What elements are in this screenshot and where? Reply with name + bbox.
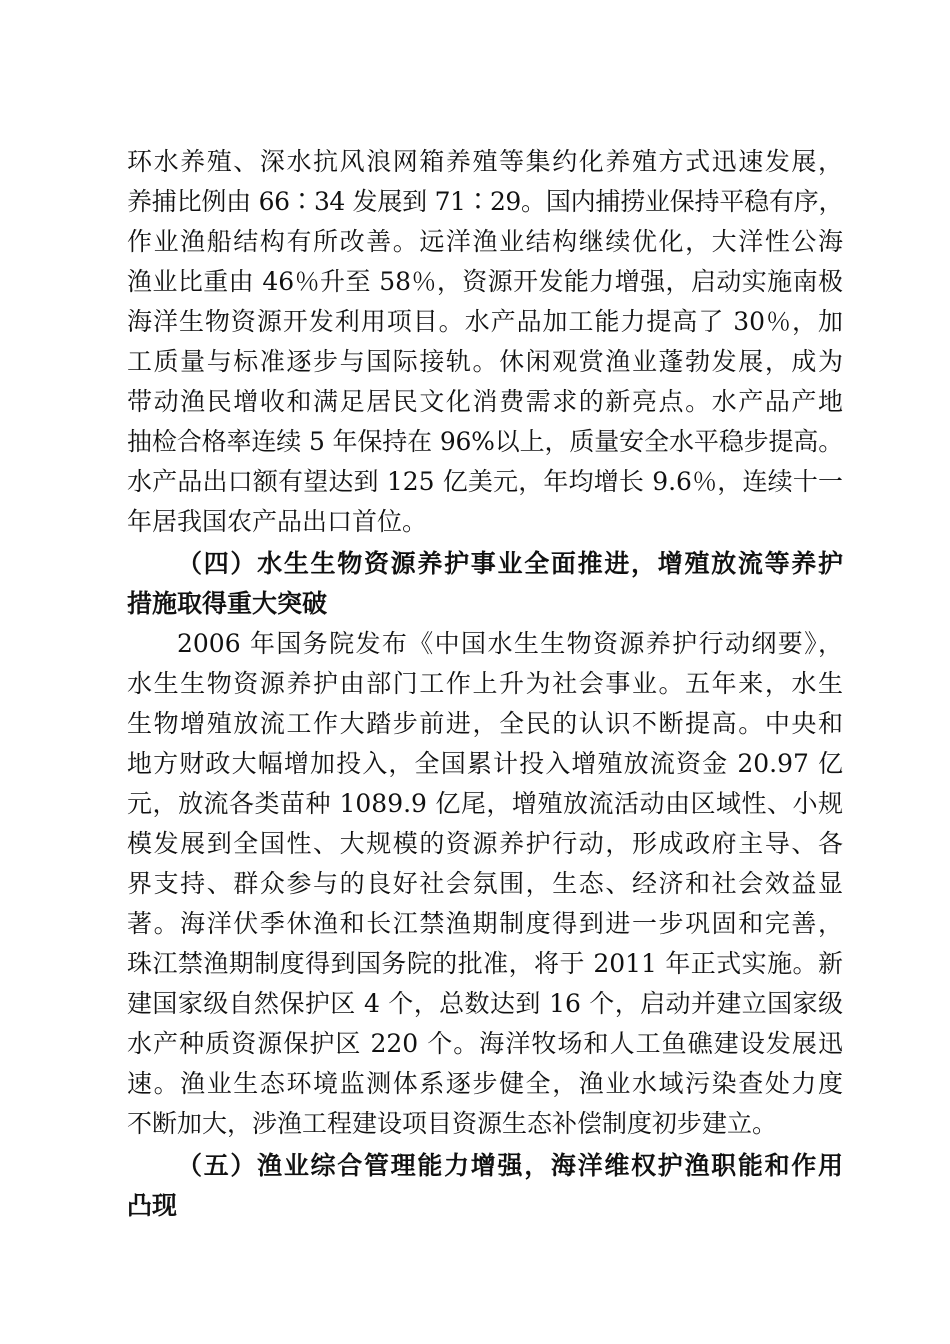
paragraph-line: 地方财政大幅增加投入，全国累计投入增殖放流资金 20.97 亿 <box>127 749 843 778</box>
paragraph-line: 海洋生物资源开发利用项目。水产品加工能力提高了 30％，加 <box>127 307 843 336</box>
paragraph-line: 带动渔民增收和满足居民文化消费需求的新亮点。水产品产地 <box>127 387 843 416</box>
paragraph-line: 界支持、群众参与的良好社会氛围，生态、经济和社会效益显 <box>127 869 843 898</box>
paragraph-line: 水生生物资源养护由部门工作上升为社会事业。五年来，水生 <box>127 669 843 698</box>
paragraph-line: 年居我国农产品出口首位。 <box>127 507 428 536</box>
paragraph-line: 不断加大，涉渔工程建设项目资源生态补偿制度初步建立。 <box>127 1109 778 1138</box>
section-heading-4: 措施取得重大突破 <box>127 589 328 618</box>
paragraph-line: 渔业比重由 46％升至 58％，资源开发能力增强，启动实施南极 <box>127 267 843 296</box>
paragraph-line: 珠江禁渔期制度得到国务院的批准，将于 2011 年正式实施。新 <box>127 949 843 978</box>
section-heading-4: （四）水生生物资源养护事业全面推进，增殖放流等养护 <box>177 549 843 578</box>
paragraph-line: 水产品出口额有望达到 125 亿美元，年均增长 9.6％，连续十一 <box>127 467 843 496</box>
paragraph-line: 作业渔船结构有所改善。远洋渔业结构继续优化，大洋性公海 <box>127 227 843 256</box>
paragraph-line: 生物增殖放流工作大踏步前进，全民的认识不断提高。中央和 <box>127 709 843 738</box>
paragraph-line: 元，放流各类苗种 1089.9 亿尾，增殖放流活动由区域性、小规 <box>127 789 843 818</box>
paragraph-line: 模发展到全国性、大规模的资源养护行动，形成政府主导、各 <box>127 829 843 858</box>
section-heading-5: 凸现 <box>127 1191 178 1220</box>
paragraph-line: 工质量与标准逐步与国际接轨。休闲观赏渔业蓬勃发展，成为 <box>127 347 843 376</box>
paragraph-line: 建国家级自然保护区 4 个，总数达到 16 个，启动并建立国家级 <box>127 989 843 1018</box>
paragraph-line: 环水养殖、深水抗风浪网箱养殖等集约化养殖方式迅速发展， <box>127 147 843 176</box>
paragraph-line: 2006 年国务院发布《中国水生生物资源养护行动纲要》， <box>177 629 843 658</box>
paragraph-line: 速。渔业生态环境监测体系逐步健全，渔业水域污染查处力度 <box>127 1069 843 1098</box>
section-heading-5: （五）渔业综合管理能力增强，海洋维权护渔职能和作用 <box>177 1151 843 1180</box>
paragraph-line: 著。海洋伏季休渔和长江禁渔期制度得到进一步巩固和完善， <box>127 909 843 938</box>
paragraph-line: 水产种质资源保护区 220 个。海洋牧场和人工鱼礁建设发展迅 <box>127 1029 843 1058</box>
paragraph-line: 养捕比例由 66∶34 发展到 71∶29。国内捕捞业保持平稳有序， <box>127 187 843 216</box>
paragraph-line: 抽检合格率连续 5 年保持在 96%以上，质量安全水平稳步提高。 <box>127 427 843 456</box>
